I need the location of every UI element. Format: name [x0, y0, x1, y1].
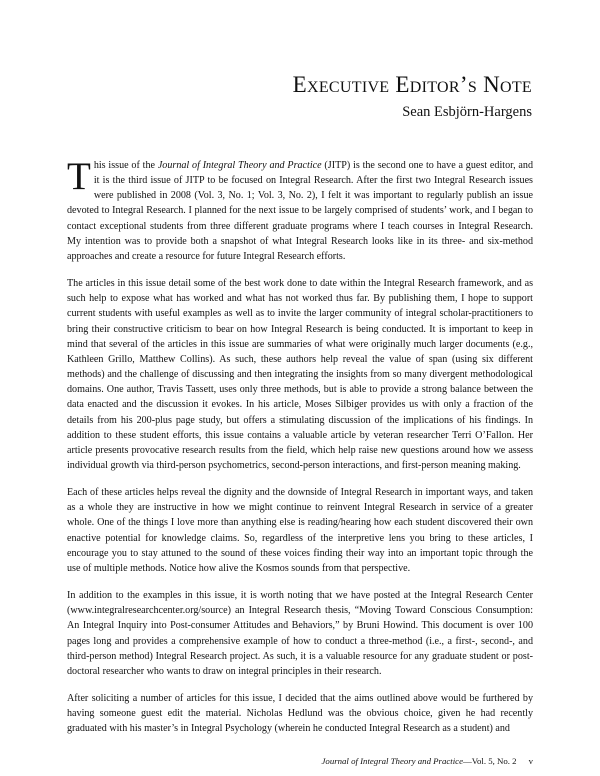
footer-journal-name: Journal of Integral Theory and Practice [321, 756, 463, 766]
paragraph-1-rest: (JITP) is the second one to have a guest editor, and it is the third issue of JITP to be focused on Integral Research. After the first two Integral Research issues were published in 2008 (Vol. 3, No. 1; Vol. 3, No. 2), I felt it was important to regularly publish an issue devoted to Integral Research. I planned for the next issue to be largely comprised of students’ work, and I began to contact exceptional students from three different graduate programs where I teach courses in Integral Research. My intention was to provide both a snapshot of what Integral Research looks like in its three- and six-method approaches and create a resource for future Integral Research efforts. [67, 160, 533, 262]
paragraph-1-lead: his issue of the [93, 160, 158, 171]
paragraph-1 [67, 155, 533, 264]
paragraph-4: In addition to the examples in this issue, it is worth noting that we have posted at the Integral Research Center (www.integralresearchcenter.org/source) an Integral Research thesis, “Moving Toward Conscious Consumption: An Integral Inquiry into Post-consumer Attitudes and Behaviors,” by Bruni Howind. This document is over 100 pages long and provides a comprehensive example of how to conduct a three-method (i.e., a first-, second-, and third-person method) Integral Research project. As such, it is a valuable resource for any graduate student or post-doctoral researcher who wants to draw on integral principles in their research. [67, 590, 533, 677]
page-number: v [528, 756, 533, 766]
header [293, 72, 532, 121]
paragraph-3: Each of these articles helps reveal the dignity and the downside of Integral Research in important ways, and taken as a whole they are instructive in how we might continue to reinvent Integral Research in service of a greater whole. One of the things I love more than anything else is reading/hearing how each student discovered their own enactive potential for knowledge claims. So, regardless of the interpretive lens you bring to these articles, I encourage you to stay attuned to the sound of these voices finding their way into an important topic through the use of multiple methods. Notice how alive the Kosmos sounds from that perspective. [67, 487, 533, 574]
paragraph-2: The articles in this issue detail some of the best work done to date within the Integral Research framework, and as such help to expose what has worked and what has not worked thus far. By publishing them, I hope to support current students with useful examples as well as to invite the larger community of integral scholar-practitioners to bring their constructive criticism to bear on how Integral Research is being conducted. It is important to keep in mind that several of the articles in this issue are summaries of what were originally much larger documents (e.g., Kathleen Grillo, Matthew Collins). As such, these authors help reveal the value of span (using six different methods) and the challenge of discussing and then integrating the insights from so many divergent methodological domains. One author, Travis Tassett, uses only three methods, but is able to provide a strong balance between the data enacted and the discussion it evokes. In his article, Moses Silbiger provides us with only a fraction of the details from his 200-plus page study, but offers a stimulating discussion of the implications of his findings. In addition to these student efforts, this issue contains a valuable article by veteran researcher Terri O’Fallon. Her article presents provocative research results from the field, which help raise new questions around how we assess individual growth via third-person psychometrics, second-person interactions, and first-person meaning making. [67, 278, 533, 471]
drop-cap: T [67, 155, 91, 198]
page-title: Executive Editor’s Note [292, 72, 532, 97]
author-name: Sean Esbjörn-Hargens [402, 104, 532, 120]
journal-title-italic: Journal of Integral Theory and Practice [157, 160, 322, 171]
article-body [67, 155, 533, 748]
footer-volume: —Vol. 5, No. 2 [462, 756, 517, 766]
paragraph-5: After soliciting a number of articles for this issue, I decided that the aims outlined above would be furthered by having someone guest edit the material. Nicholas Hedlund was the obvious choice, given he had recently graduated with his master’s in Integral Psychology (wherein he conducted Integral Research as a student) and [67, 693, 533, 735]
page-footer [67, 756, 533, 766]
